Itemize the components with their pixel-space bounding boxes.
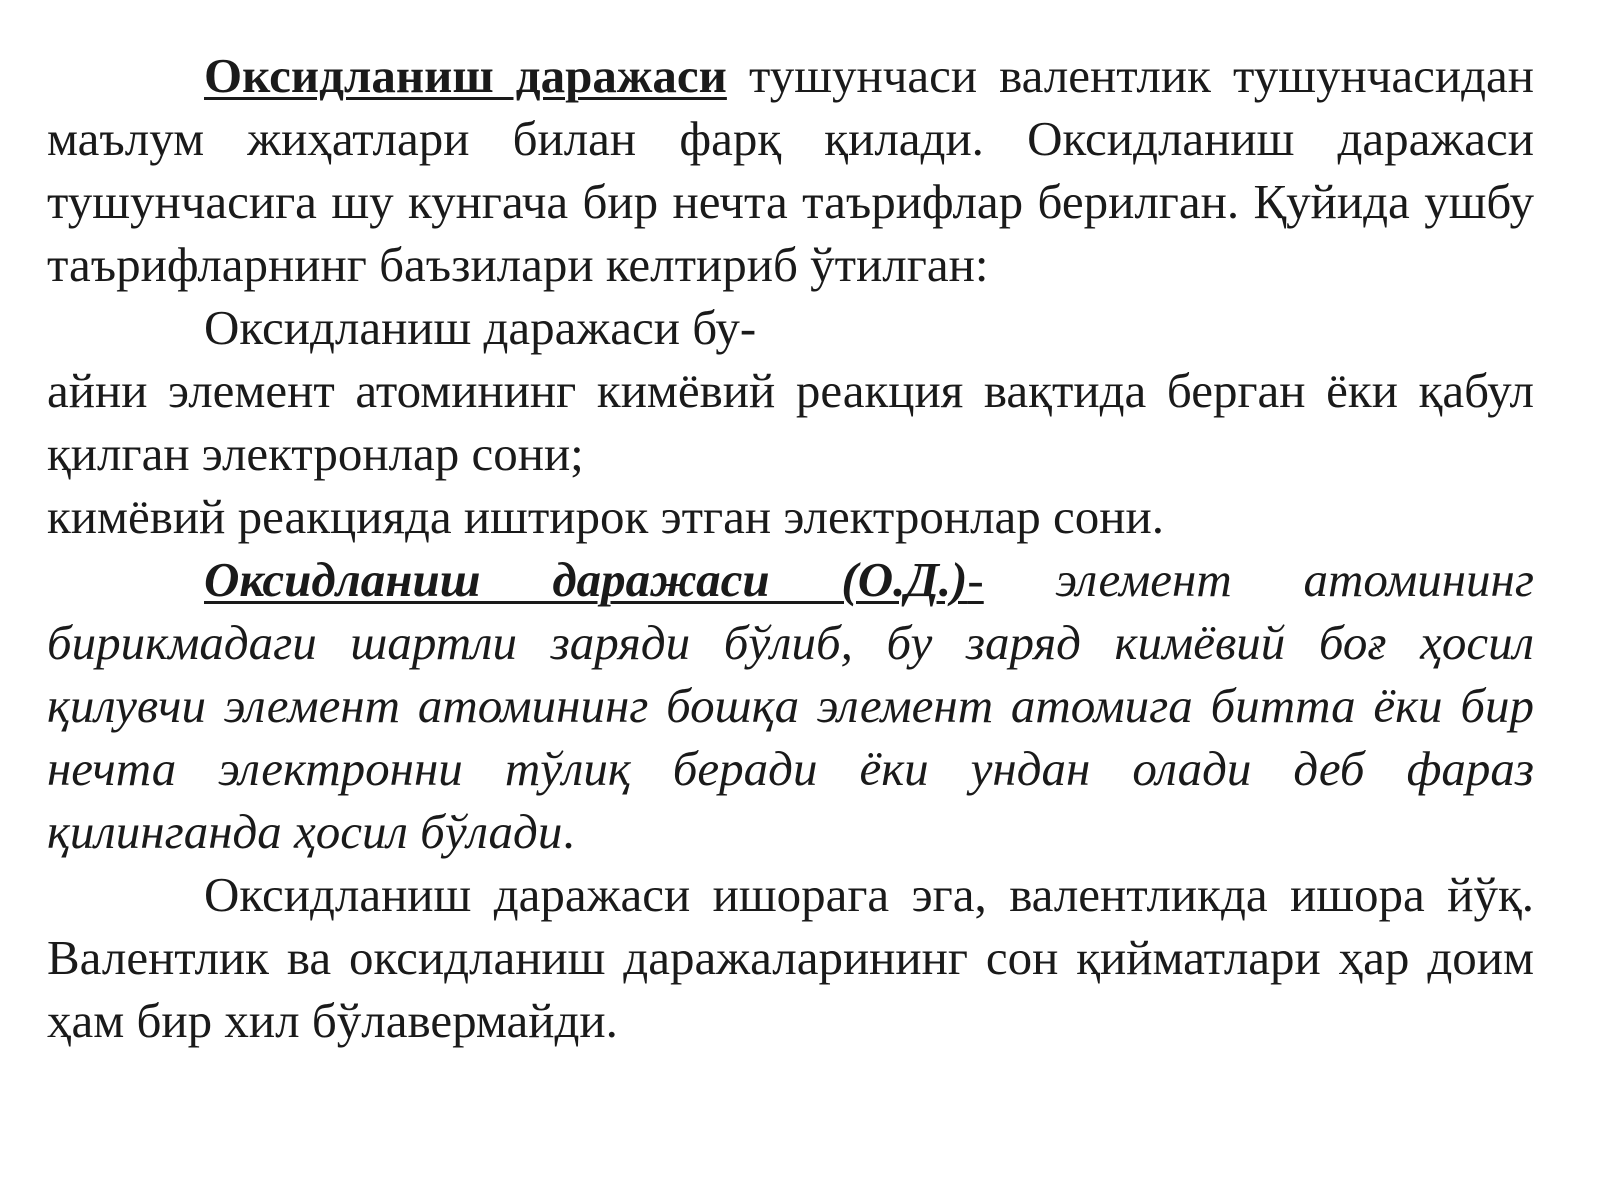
paragraph-definition [47, 548, 1534, 863]
definition-item-1: айни элемент атомининг кимёвий реакция вақтида берган ёки қабул қилган электронлар сони; [47, 363, 1534, 481]
definition-lead: Оксидланиш даражаси бу- [204, 300, 757, 355]
paragraph-intro-text: тушунчаси валентлик тушунчасидан маълум жиҳатлари билан фарқ қилади. Оксидланиш даражаси тушунчасига шу кунгача бир нечта таърифлар берилган. Қуйида ушбу таърифларнинг баъзилари келтириб ўтилган: [47, 48, 1534, 292]
paragraph-definition-period: . [562, 804, 575, 859]
paragraph-definition-text: элемент атомининг бирикмадаги шартли заряди бўлиб, бу заряд кимёвий боғ ҳосил қилувчи элемент атомининг бошқа элемент атомига битта ёки бир нечта электронни тўлиқ беради ёки ундан олади деб фараз қилинганда ҳосил бўлади [47, 552, 1534, 859]
definitions-block [47, 296, 1534, 548]
term-oxidation-state: Оксидланиш даражаси [204, 48, 727, 103]
paragraph-conclusion: Оксидланиш даражаси ишорага эга, валентликда ишора йўқ. Валентлик ва оксидланиш даражаларининг сон қийматлари ҳар доим ҳам бир хил бўлавермайди. [47, 867, 1534, 1048]
paragraph-intro [47, 44, 1534, 296]
document-page [47, 44, 1534, 1052]
definition-item-2: кимёвий реакцияда иштирок этган электронлар сони. [47, 489, 1164, 544]
definition-dash: - [967, 552, 984, 607]
term-oxidation-state-abbrev: Оксидланиш даражаси (О.Д.) [204, 552, 968, 607]
